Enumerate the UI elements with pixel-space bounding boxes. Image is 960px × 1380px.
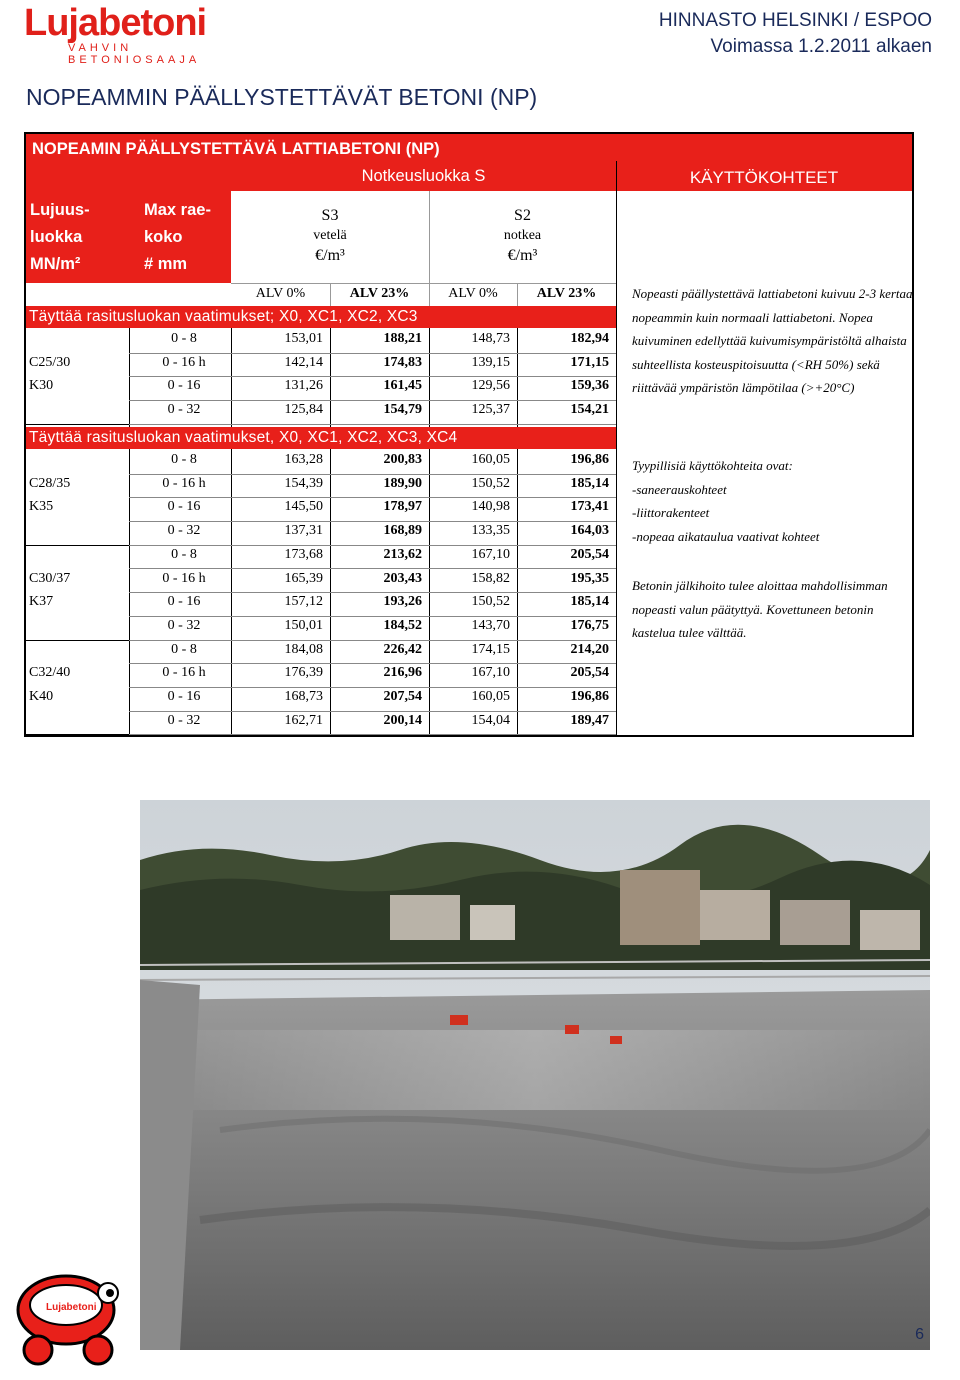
- usage-line-4: -nopeaa aikataulua vaativat kohteet: [632, 528, 820, 544]
- row-divider: [129, 376, 616, 377]
- price-cell: 176,75: [570, 617, 609, 633]
- strength-class-label: C25/30: [29, 354, 71, 370]
- price-cell: 125,84: [284, 402, 323, 418]
- price-cell: 195,35: [570, 570, 609, 586]
- price-cell: 160,05: [471, 452, 510, 467]
- validity-label: Voimassa 1.2.2011 alkaen: [710, 36, 932, 57]
- price-cell: 167,10: [471, 546, 510, 562]
- alv-s3-23: ALV 23%: [349, 286, 410, 301]
- s2-unit: €/m³: [507, 247, 538, 264]
- group-divider: [26, 640, 129, 641]
- price-cell: 153,01: [284, 331, 323, 346]
- concrete-floor-photo: [140, 800, 930, 1350]
- price-cell: 171,15: [570, 354, 609, 370]
- max-line2: koko: [144, 228, 183, 246]
- strength-class-label: C30/37: [29, 570, 71, 586]
- price-cell: 137,31: [284, 523, 323, 539]
- k-class-label: K40: [29, 689, 54, 704]
- max-size-cell: 0 - 32: [167, 402, 201, 418]
- price-cell: 200,83: [383, 452, 422, 467]
- price-cell: 157,12: [284, 594, 323, 610]
- section-row-2: Täyttää rasitusluokan vaatimukset, X0, XC1, XC2, XC3, XC4: [26, 427, 616, 449]
- max-size-cell: 0 - 32: [167, 712, 201, 728]
- usage-note-1: Nopeasti päällystettävä lattiabetoni kuivuu 2-3 kertaa nopeammin kuin normaali lattiabetoni. Nopea kuivuminen edellyttää kuivumisympäristöltä alhaista suhteellista kosteuspitoisuutta (<RH 50%) sekä riittävää ympäristön lämpötilaa (>+20°C): [632, 286, 913, 395]
- row-divider: [129, 734, 616, 735]
- max-size-cell: 0 - 16 h: [162, 354, 206, 370]
- max-size-cell: 0 - 8: [171, 641, 197, 657]
- price-cell: 145,50: [284, 499, 323, 515]
- max-size-cell: 0 - 16 h: [162, 570, 206, 586]
- alv-s2-23: ALV 23%: [536, 286, 597, 301]
- price-cell: 203,43: [383, 570, 422, 586]
- price-cell: 167,10: [471, 665, 510, 681]
- max-size-cell: 0 - 8: [171, 546, 197, 562]
- price-cell: 226,42: [383, 641, 422, 657]
- header-info: [659, 8, 932, 60]
- price-cell: 133,35: [471, 523, 510, 539]
- row-divider: [129, 663, 616, 664]
- price-cell: 162,71: [284, 712, 323, 728]
- usage-line-2: -saneerauskohteet: [632, 481, 727, 497]
- max-line3: # mm: [144, 255, 188, 273]
- usage-line-3: -liittorakenteet: [632, 505, 710, 520]
- alv-s3-0: ALV 0%: [255, 286, 306, 301]
- price-cell: 188,21: [383, 331, 422, 346]
- k-class-label: K37: [29, 594, 54, 610]
- max-line1: Max rae-: [144, 201, 211, 219]
- price-cell: 184,52: [383, 617, 422, 633]
- strength-class-label: C32/40: [29, 665, 71, 681]
- max-size-cell: 0 - 16: [167, 594, 201, 610]
- price-cell: 178,97: [383, 499, 422, 515]
- price-cell: 205,54: [570, 665, 609, 681]
- price-cell: 213,62: [383, 546, 422, 562]
- s3-code: S3: [321, 207, 339, 224]
- notkeus-header: Notkeusluokka S: [231, 161, 616, 191]
- price-cell: 216,96: [383, 665, 422, 681]
- price-cell: 163,28: [284, 452, 323, 467]
- lujuus-line3: MN/m²: [30, 255, 81, 273]
- price-cell: 214,20: [570, 641, 609, 657]
- usage-note-2: [632, 454, 917, 548]
- price-cell: 185,14: [570, 475, 609, 491]
- max-size-cell: 0 - 16 h: [162, 475, 206, 491]
- price-cell: 140,98: [471, 499, 510, 515]
- price-cell: 143,70: [471, 617, 510, 633]
- max-size-cell: 0 - 32: [167, 523, 201, 539]
- price-cell: 154,39: [284, 475, 323, 491]
- price-cell: 200,14: [383, 712, 422, 728]
- price-cell: 184,08: [284, 641, 323, 657]
- max-size-cell: 0 - 8: [171, 331, 197, 346]
- price-cell: 164,03: [570, 523, 609, 539]
- price-cell: 129,56: [471, 378, 510, 394]
- row-divider: [129, 592, 616, 593]
- max-size-cell: 0 - 32: [167, 617, 201, 633]
- price-cell: 173,41: [570, 499, 609, 515]
- price-cell: 154,04: [471, 712, 510, 728]
- s3-desc: vetelä: [313, 228, 347, 243]
- price-cell: 182,94: [570, 331, 609, 346]
- mascot-mixer-truck: [8, 1255, 138, 1373]
- s2-code: S2: [514, 207, 531, 224]
- table-title: NOPEAMIN PÄÄLLYSTETTÄVÄ LATTIABETONI (NP): [26, 134, 912, 161]
- price-cell: 174,83: [383, 354, 422, 370]
- logo-tagline: VAHVIN BETONIOSAAJA: [68, 42, 201, 66]
- price-cell: 160,05: [471, 689, 510, 704]
- price-cell: 207,54: [383, 689, 422, 704]
- price-cell: 154,21: [570, 402, 609, 418]
- price-cell: 174,15: [471, 641, 510, 657]
- lujuus-header: [26, 161, 129, 283]
- s3-unit: €/m³: [315, 247, 345, 264]
- price-cell: 189,90: [383, 475, 422, 491]
- row-divider: [129, 400, 616, 401]
- page-number: 6: [915, 1326, 924, 1343]
- lujuus-line2: luokka: [30, 228, 83, 246]
- row-divider: [129, 687, 616, 688]
- usage-note-3: Betonin jälkihoito tulee aloittaa mahdollisimman nopeasti valun päätyttyä. Kovettuneen betonin kastelua tulee välttää.: [632, 578, 888, 640]
- region-label: HINNASTO HELSINKI / ESPOO: [658, 10, 932, 31]
- col-divider: [129, 328, 130, 427]
- price-cell: 173,68: [284, 546, 323, 562]
- k-class-label: K30: [29, 378, 54, 394]
- price-cell: 142,14: [284, 354, 323, 370]
- price-cell: 168,89: [383, 523, 422, 539]
- s2-header: [429, 191, 616, 283]
- max-size-cell: 0 - 16: [167, 499, 201, 515]
- lujuus-line1: Lujuus-: [30, 201, 90, 219]
- row-divider: [129, 568, 616, 569]
- row-divider: [129, 521, 616, 522]
- s3-header: [231, 191, 429, 283]
- max-size-cell: 0 - 16 h: [162, 665, 206, 681]
- row-divider: [129, 616, 616, 617]
- max-rae-header: [129, 161, 231, 283]
- lujabetoni-logo: [24, 2, 254, 66]
- logo-text: Lujabetoni: [24, 2, 207, 44]
- price-table: [24, 132, 914, 737]
- price-cell: 196,86: [570, 689, 609, 704]
- price-cell: 205,54: [570, 546, 609, 562]
- alv-s2-0: ALV 0%: [448, 286, 498, 301]
- max-size-cell: 0 - 16: [167, 378, 201, 394]
- price-cell: 185,14: [570, 594, 609, 610]
- section-row-1: Täyttää rasitusluokan vaatimukset; X0, XC1, XC2, XC3: [26, 306, 616, 328]
- group-divider: [26, 734, 129, 735]
- price-cell: 150,01: [284, 617, 323, 633]
- mascot-label: Lujabetoni: [46, 1302, 97, 1313]
- row-divider: [129, 497, 616, 498]
- price-cell: 150,52: [471, 594, 510, 610]
- price-cell: 131,26: [284, 378, 323, 394]
- price-cell: 125,37: [471, 402, 510, 418]
- s2-desc: notkea: [503, 228, 542, 243]
- strength-class-label: C28/35: [29, 475, 71, 491]
- group-divider: [26, 545, 129, 546]
- group-divider: [26, 424, 129, 425]
- max-size-cell: 0 - 16: [167, 689, 201, 704]
- price-cell: 159,36: [570, 378, 609, 394]
- usage-line-1: Tyypillisiä käyttökohteita ovat:: [632, 458, 793, 473]
- price-cell: 154,79: [383, 402, 422, 418]
- k-class-label: K35: [29, 499, 54, 515]
- price-cell: 150,52: [471, 475, 510, 491]
- price-cell: 168,73: [284, 689, 323, 704]
- row-divider: [129, 424, 616, 425]
- price-cell: 196,86: [570, 452, 609, 467]
- kaytto-header: KÄYTTÖKOHTEET: [616, 161, 912, 191]
- page-title: NOPEAMMIN PÄÄLLYSTETTÄVÄT BETONI (NP): [26, 84, 538, 110]
- price-cell: 193,26: [383, 594, 422, 610]
- price-cell: 165,39: [284, 570, 323, 586]
- max-size-cell: 0 - 8: [171, 452, 197, 467]
- price-cell: 189,47: [570, 712, 609, 728]
- price-cell: 161,45: [383, 378, 422, 394]
- price-cell: 158,82: [471, 570, 510, 586]
- price-cell: 139,15: [471, 354, 510, 370]
- price-cell: 176,39: [284, 665, 323, 681]
- price-cell: 148,73: [471, 331, 510, 346]
